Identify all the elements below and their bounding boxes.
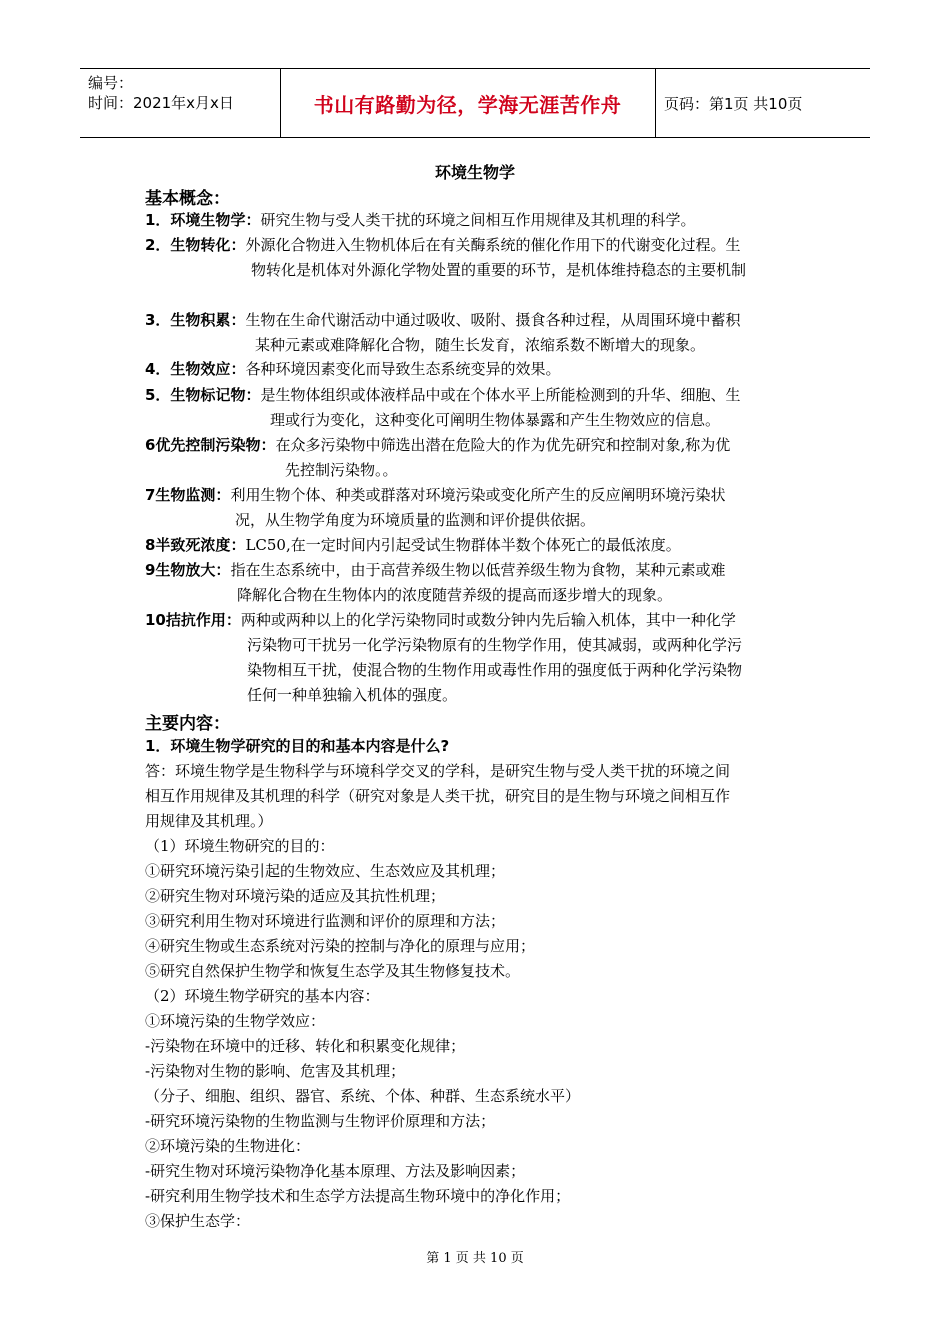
definition-continuation: 污染物可干扰另一化学污染物原有的生物学作用，使其减弱，或两种化学污: [247, 636, 743, 654]
definition-term: 10拮抗作用：: [145, 611, 241, 629]
section-heading-main: 主要内容：: [145, 714, 230, 734]
definition-item: [145, 233, 810, 283]
definition-text: 在众多污染物中筛选出潜在危险大的作为优先研究和控制对象,称为优: [275, 436, 731, 454]
definition-term: 8半致死浓度：: [145, 536, 246, 554]
answer-line: ①环境污染的生物学效应：: [145, 1012, 326, 1030]
answer-line: -研究生物对环境污染物净化基本原理、方法及影响因素；: [145, 1162, 526, 1180]
answer-line: -研究环境污染物的生物监测与生物评价原理和方法；: [145, 1112, 496, 1130]
definition-term: 9生物放大：: [145, 561, 231, 579]
answer-line: ③研究利用生物对环境进行监测和评价的原理和方法；: [145, 912, 506, 930]
answer-line: ③保护生态学：: [145, 1212, 251, 1230]
definition-continuation: 况，从生物学角度为环境质量的监测和评价提供依据。: [235, 511, 596, 529]
answer-line: ①研究环境污染引起的生物效应、生态效应及其机理；: [145, 862, 506, 880]
definition-text: 两种或两种以上的化学污染物同时或数分钟内先后输入机体，其中一种化学: [240, 611, 736, 629]
definition-continuation: 先控制污染物。。: [285, 461, 398, 479]
definition-item: [145, 357, 810, 382]
page-footer: 第 1 页 共 10 页: [426, 1251, 524, 1266]
definition-continuation: 物转化是机体对外源化学物处置的重要的环节，是机体维持稳态的主要机制: [251, 261, 747, 279]
header-page-info: 页码：第1页 共10页: [664, 94, 803, 113]
answer-line: 用规律及其机理。）: [145, 812, 273, 830]
definition-item: [145, 433, 810, 483]
main-content: [145, 734, 810, 1234]
question-heading: 1．环境生物学研究的目的和基本内容是什么?: [145, 737, 450, 755]
answer-line: ⑤研究自然保护生物学和恢复生态学及其生物修复技术。: [145, 962, 521, 980]
definition-item: [145, 533, 810, 558]
definition-text: 利用生物个体、种类或群落对环境污染或变化所产生的反应阐明环境污染状: [230, 486, 726, 504]
definition-continuation: 任何一种单独输入机体的强度。: [247, 686, 458, 704]
answer-line: -研究利用生物学技术和生态学方法提高生物环境中的净化作用；: [145, 1187, 571, 1205]
definition-term: 2．生物转化：: [145, 236, 246, 254]
definition-continuation: 某种元素或难降解化合物，随生长发育，浓缩系数不断增大的现象。: [255, 336, 706, 354]
definition-term: 1．环境生物学：: [145, 211, 261, 229]
definition-item: [145, 483, 810, 533]
answer-line: -污染物在环境中的迁移、转化和积累变化规律；: [145, 1037, 466, 1055]
answer-line: ④研究生物或生态系统对污染的控制与净化的原理与应用；: [145, 937, 536, 955]
definition-continuation: 理或行为变化，这种变化可阐明生物体暴露和产生生物效应的信息。: [270, 411, 721, 429]
header-motto: 书山有路勤为径，学海无涯苦作舟: [313, 92, 622, 117]
definition-term: 5．生物标记物：: [145, 386, 261, 404]
definition-item: [145, 308, 810, 358]
answer-line: （1）环境生物研究的目的：: [145, 837, 335, 855]
definition-text: 外源化合物进入生物机体后在有关酶系统的催化作用下的代谢变化过程。生: [245, 236, 741, 254]
definition-text: LC50,在一定时间内引起受试生物群体半数个体死亡的最低浓度。: [245, 536, 681, 554]
answer-line: -污染物对生物的影响、危害及其机理；: [145, 1062, 406, 1080]
answer-line: ②研究生物对环境污染的适应及其抗性机理；: [145, 887, 446, 905]
definition-continuation: 染物相互干扰，使混合物的生物作用或毒性作用的强度低于两种化学污染物: [247, 661, 743, 679]
document-title: 环境生物学: [434, 163, 515, 182]
definition-item: [145, 608, 810, 708]
page-header: [80, 68, 870, 138]
answer-line: （分子、细胞、组织、器官、系统、个体、种群、生态系统水平）: [145, 1087, 581, 1105]
answer-line: 相互作用规律及其机理的科学（研究对象是人类干扰，研究目的是生物与环境之间相互作: [145, 787, 731, 805]
answer-line: ②环境污染的生物进化：: [145, 1137, 311, 1155]
definition-text: 各种环境因素变化而导致生态系统变异的效果。: [245, 360, 561, 378]
header-meta: [88, 73, 278, 113]
definition-text: 研究生物与受人类干扰的环境之间相互作用规律及其机理的科学。: [260, 211, 696, 229]
definition-text: 是生物体组织或体液样品中或在个体水平上所能检测到的升华、细胞、生: [260, 386, 741, 404]
definition-term: 4．生物效应：: [145, 360, 246, 378]
header-divider: [655, 69, 656, 137]
section-heading-basic: 基本概念：: [145, 189, 230, 209]
definition-item: [145, 383, 810, 433]
definition-text: 指在生态系统中，由于高营养级生物以低营养级生物为食物，某种元素或难: [230, 561, 726, 579]
definition-term: 6优先控制污染物：: [145, 436, 276, 454]
definition-item: [145, 208, 810, 233]
definition-text: 生物在生命代谢活动中通过吸收、吸附、摄食各种过程，从周围环境中蓄积: [245, 311, 741, 329]
definition-continuation: 降解化合物在生物体内的浓度随营养级的提高而逐步增大的现象。: [237, 586, 673, 604]
definition-term: 7生物监测：: [145, 486, 231, 504]
definition-term: 3．生物积累：: [145, 311, 246, 329]
date-label: 时间：2021年x月x日: [88, 94, 234, 112]
answer-line: （2）环境生物学研究的基本内容：: [145, 987, 380, 1005]
definition-item: [145, 558, 810, 608]
number-label: 编号：: [88, 74, 134, 92]
answer-line: 答：环境生物学是生物科学与环境科学交叉的学科，是研究生物与受人类干扰的环境之间: [145, 762, 731, 780]
